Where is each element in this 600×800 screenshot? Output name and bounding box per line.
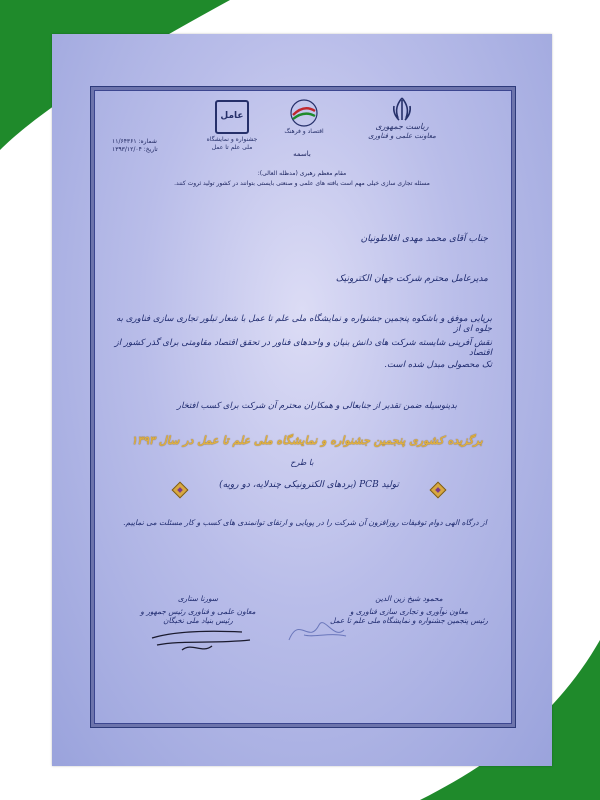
vice-presidency-title: ریاست جمهوری bbox=[375, 122, 429, 131]
right-signatory-title-1: معاون نوآوری و تجاری سازی فناوری و bbox=[349, 607, 469, 616]
quote-text: مسئله تجاری سازی خیلی مهم است یافته های علمی و صنعتی بایستی بتوانند در کشور تولید ثروت کنند. bbox=[174, 180, 430, 187]
economy-culture-logo bbox=[274, 98, 334, 136]
project-title: تولید PCB (بردهای الکترونیکی چندلایه، دو رویه) bbox=[219, 480, 399, 490]
right-signatory-title-2: رئیس پنجمین جشنواره و نمایشگاه ملی علم تا عمل bbox=[330, 616, 488, 625]
vice-presidency-logo bbox=[352, 96, 452, 141]
vice-presidency-subtitle: معاونت علمی و فناوری bbox=[368, 132, 436, 140]
economy-culture-caption: اقتصاد و فرهنگ bbox=[284, 128, 324, 135]
right-signature-icon bbox=[284, 610, 354, 650]
recipient-position: مدیرعامل محترم شرکت جهان الکترونیک bbox=[335, 274, 488, 284]
left-signatory-title-1: معاون علمی و فناوری رئیس جمهور و bbox=[140, 607, 256, 616]
festival-emblem-icon bbox=[215, 100, 249, 134]
document-number-label: شماره: bbox=[138, 138, 157, 145]
festival-logo-caption: جشنواره و نمایشگاه ملی علم تا عمل bbox=[206, 136, 258, 151]
closing-text: از درگاه الهی دوام توفیقات روزافزون آن شرکت را در پویایی و ارتقای توانمندی های کسب و کار مسئلت می نماییم. bbox=[123, 518, 487, 527]
recipient-name: جناب آقای محمد مهدی افلاطونیان bbox=[360, 234, 488, 244]
paragraph-line-3: تک محصولی مبدل شده است. bbox=[384, 360, 492, 370]
document-date-value: ۱۳۹۳/۱۲/۰۴ bbox=[112, 146, 142, 154]
document-date-label: تاریخ: bbox=[143, 146, 158, 154]
paragraph-line-1: برپایی موفق و باشکوه پنجمین جشنواره و نمایشگاه ملی علم تا عمل با شعار تبلور تجاری سازی فناوری به جلوه ای از bbox=[116, 314, 492, 334]
left-signatory-name: سورنا ستاری bbox=[177, 594, 219, 603]
left-signatory-title-2: رئیس بنیاد ملی نخبگان bbox=[163, 616, 233, 625]
for-label: با طرح bbox=[290, 458, 314, 467]
paragraph-line-2: نقش آفرینی شایسته شرکت های دانش بنیان و واحدهای فناور در تحقق اقتصاد مقاومتی برای گذر کشور از اقتصاد bbox=[114, 338, 492, 358]
festival-logo-title: عامل bbox=[220, 111, 244, 122]
document-number-value: ۱۱/۶۴۳۶۱ bbox=[112, 138, 137, 145]
right-signatory-name: محمود شیخ زین الدین bbox=[375, 594, 443, 603]
certificate bbox=[52, 34, 552, 766]
left-signature-icon bbox=[142, 620, 262, 660]
award-title: برگزیده کشوری پنجمین جشنواره و نمایشگاه ملی علم تا عمل در سال ۱۳۹۳ bbox=[131, 434, 483, 447]
quote-author: مقام معظم رهبری (مدظله العالی): bbox=[257, 170, 347, 177]
thanks-line: بدینوسیله ضمن تقدیر از جنابعالی و همکاران محترم آن شرکت برای کسب افتخار bbox=[177, 400, 457, 410]
bismillah: باسمه bbox=[293, 150, 311, 158]
document-number-row bbox=[112, 138, 222, 146]
iran-emblem-icon bbox=[389, 96, 415, 122]
economy-culture-emblem-icon bbox=[284, 98, 324, 128]
